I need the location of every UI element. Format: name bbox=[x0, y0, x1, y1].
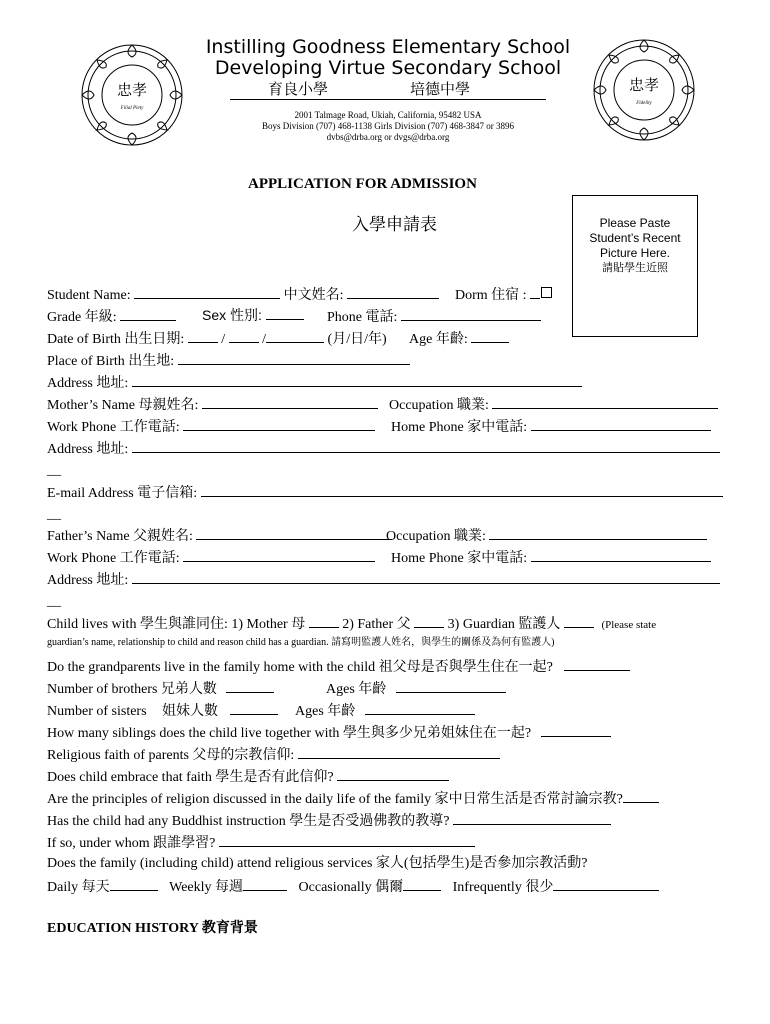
sisters-field[interactable] bbox=[230, 702, 278, 715]
age-row bbox=[409, 330, 509, 348]
mother-home-phone-row bbox=[391, 418, 711, 436]
email-wrap: __ bbox=[47, 507, 61, 522]
place-of-birth-field[interactable] bbox=[178, 352, 410, 365]
principles-row bbox=[47, 790, 659, 808]
student-address-field[interactable] bbox=[132, 374, 582, 387]
siblings-field[interactable] bbox=[541, 724, 611, 737]
father-home-phone-label: Home Phone 家中電話: bbox=[391, 551, 528, 566]
frequency-row bbox=[47, 878, 659, 896]
school-name-line1: Instilling Goodness Elementary School bbox=[205, 36, 571, 58]
father-name-field[interactable] bbox=[196, 527, 392, 540]
mother-occupation-label: Occupation 職業: bbox=[389, 398, 489, 413]
mother-name-label: Mother’s Name 母親姓名: bbox=[47, 398, 199, 413]
grandparents-question: Do the grandparents live in the family home with the child 祖父母是否與學生住在一起? bbox=[47, 660, 553, 675]
phone-label: Phone 電話: bbox=[327, 310, 398, 325]
whom-field[interactable] bbox=[219, 834, 475, 847]
mother-home-phone-label: Home Phone 家中電話: bbox=[391, 420, 528, 435]
place-of-birth-label: Place of Birth 出生地: bbox=[47, 354, 175, 369]
mother-occupation-field[interactable] bbox=[492, 396, 718, 409]
form-title: APPLICATION FOR ADMISSION bbox=[248, 176, 477, 192]
seal-right-chars: 忠孝 bbox=[628, 76, 660, 94]
dorm-field[interactable] bbox=[530, 286, 540, 299]
infrequently-field[interactable] bbox=[553, 878, 659, 891]
occasionally-label: Occasionally 偶爾 bbox=[298, 880, 404, 895]
dob-format: (月/日/年) bbox=[327, 332, 387, 347]
photo-box-line3: Picture Here. bbox=[599, 246, 671, 260]
form-title-chinese: 入學申請表 bbox=[352, 215, 437, 235]
father-occupation-row bbox=[386, 527, 707, 545]
father-address-wrap: __ bbox=[47, 594, 61, 609]
principles-field[interactable] bbox=[623, 790, 659, 803]
school-emails: dvbs@drba.org or dvgs@drba.org bbox=[326, 132, 450, 142]
age-field[interactable] bbox=[471, 330, 509, 343]
siblings-row bbox=[47, 724, 611, 742]
principles-question: Are the principles of religion discussed in the daily life of the family 家中日常生活是否常討論宗教? bbox=[47, 792, 623, 807]
embrace-faith-field[interactable] bbox=[337, 768, 449, 781]
lives-with-mother-label: 1) Mother 母 bbox=[231, 617, 306, 632]
student-name-label: Student Name: bbox=[47, 288, 131, 303]
religious-faith-label: Religious faith of parents 父母的宗教信仰: bbox=[47, 748, 295, 763]
lives-with-label: Child lives with 學生與誰同住: bbox=[47, 617, 228, 632]
brothers-ages-row bbox=[326, 680, 506, 698]
lives-with-row bbox=[47, 615, 656, 633]
seal-left-chars: 忠孝 bbox=[116, 81, 148, 99]
brothers-ages-field[interactable] bbox=[396, 680, 506, 693]
dob-slash-1: / bbox=[221, 332, 226, 347]
dob-day-field[interactable] bbox=[229, 330, 259, 343]
services-question: Does the family (including child) attend religious services 家人(包括學生)是否參加宗教活動? bbox=[47, 856, 588, 871]
infrequently-label: Infrequently 很少 bbox=[452, 880, 554, 895]
phone-field[interactable] bbox=[401, 308, 541, 321]
services-row bbox=[47, 856, 587, 872]
religious-faith-field[interactable] bbox=[298, 746, 500, 759]
chinese-name-label: 中文姓名: bbox=[283, 288, 344, 303]
lives-with-note: (Please state bbox=[601, 619, 657, 631]
buddhist-row bbox=[47, 812, 611, 830]
mother-name-field[interactable] bbox=[202, 396, 378, 409]
religious-faith-row bbox=[47, 746, 500, 764]
svg-text:Fidelity: Fidelity bbox=[636, 101, 652, 106]
mother-occupation-row bbox=[389, 396, 718, 414]
weekly-label: Weekly 每週 bbox=[169, 880, 244, 895]
embrace-faith-question: Does child embrace that faith 學生是否有此信仰? bbox=[47, 770, 334, 785]
chinese-name-field[interactable] bbox=[347, 286, 439, 299]
lives-with-mother-field[interactable] bbox=[309, 615, 339, 628]
father-name-label: Father’s Name 父親姓名: bbox=[47, 529, 193, 544]
grade-field[interactable] bbox=[120, 308, 176, 321]
mother-home-phone-field[interactable] bbox=[531, 418, 711, 431]
daily-field[interactable] bbox=[110, 878, 158, 891]
sisters-label: Number of sisters bbox=[47, 704, 147, 719]
student-address-row bbox=[47, 374, 582, 392]
age-label: Age 年齡: bbox=[409, 332, 468, 347]
mother-name-row bbox=[47, 396, 378, 414]
sisters-ages-label: Ages 年齡 bbox=[295, 704, 356, 719]
brothers-label: Number of brothers 兄弟人數 bbox=[47, 682, 217, 697]
father-name-row bbox=[47, 527, 392, 545]
place-of-birth-row bbox=[47, 352, 410, 370]
mother-address-wrap: __ bbox=[47, 463, 61, 478]
father-home-phone-row bbox=[391, 549, 711, 567]
father-work-phone-label: Work Phone 工作電話: bbox=[47, 551, 180, 566]
photo-box[interactable] bbox=[572, 195, 698, 337]
photo-box-line2: Student’s Recent bbox=[589, 231, 681, 245]
mother-address-label: Address 地址: bbox=[47, 442, 129, 457]
school-phones: Boys Division (707) 468-1138 Girls Division (707) 468-3847 or 3896 bbox=[262, 121, 514, 131]
whom-row bbox=[47, 834, 475, 852]
phone-row bbox=[327, 308, 541, 326]
dob-month-field[interactable] bbox=[188, 330, 218, 343]
father-occupation-label: Occupation 職業: bbox=[386, 529, 486, 544]
father-occupation-field[interactable] bbox=[489, 527, 707, 540]
sisters-ages-row bbox=[295, 702, 475, 720]
mother-work-phone-label: Work Phone 工作電話: bbox=[47, 420, 180, 435]
header-divider bbox=[230, 99, 546, 100]
dob-row bbox=[47, 330, 387, 348]
sex-label: Sex 性別: bbox=[202, 307, 262, 323]
sisters-ages-field[interactable] bbox=[365, 702, 475, 715]
dorm-checkbox[interactable] bbox=[541, 287, 552, 298]
buddhist-field[interactable] bbox=[453, 812, 611, 825]
daily-label: Daily 每天 bbox=[47, 880, 110, 895]
whom-question: If so, under whom 跟誰學習? bbox=[47, 836, 216, 851]
dorm-label: Dorm 住宿 : bbox=[455, 288, 527, 303]
chinese-name-elementary: 育良小學 bbox=[268, 80, 329, 98]
embrace-faith-row bbox=[47, 768, 449, 786]
mother-address-row bbox=[47, 440, 720, 458]
mother-work-phone-field[interactable] bbox=[183, 418, 375, 431]
lives-with-guardian-label: 3) Guardian 監護人 bbox=[447, 617, 561, 632]
student-name-field[interactable] bbox=[134, 286, 280, 299]
sex-row bbox=[202, 307, 304, 323]
photo-box-line1: Please Paste bbox=[599, 216, 671, 230]
brothers-field[interactable] bbox=[226, 680, 274, 693]
lives-with-father-label: 2) Father 父 bbox=[342, 617, 411, 632]
mother-work-phone-row bbox=[47, 418, 375, 436]
email-row bbox=[47, 484, 723, 502]
father-address-row bbox=[47, 571, 720, 589]
father-work-phone-field[interactable] bbox=[183, 549, 375, 562]
guardian-note-line2: guardian’s name, relationship to child and reason child has a guardian. 請寫明監護人姓名，與學生的關係及為何有監護人) bbox=[47, 637, 555, 648]
sisters-label-chinese: 姐妹人數 bbox=[162, 704, 219, 719]
email-field[interactable] bbox=[201, 484, 723, 497]
occasionally-field[interactable] bbox=[403, 878, 441, 891]
mother-address-field[interactable] bbox=[132, 440, 720, 453]
dob-year-field[interactable] bbox=[266, 330, 324, 343]
sex-field[interactable] bbox=[266, 307, 304, 320]
buddhist-question: Has the child had any Buddhist instruction 學生是否受過佛教的教導? bbox=[47, 814, 450, 829]
grandparents-field[interactable] bbox=[564, 658, 630, 671]
brothers-row bbox=[47, 680, 274, 698]
grade-label: Grade 年級: bbox=[47, 310, 117, 325]
student-address-label: Address 地址: bbox=[47, 376, 129, 391]
weekly-field[interactable] bbox=[243, 878, 287, 891]
siblings-question: How many siblings does the child live together with 學生與多少兄弟姐妹住在一起? bbox=[47, 726, 532, 741]
school-address: 2001 Talmage Road, Ukiah, California, 95482 USA bbox=[294, 110, 482, 120]
father-address-field[interactable] bbox=[132, 571, 720, 584]
dob-slash-2: / bbox=[262, 332, 267, 347]
photo-box-line4: 請貼學生近照 bbox=[602, 262, 668, 274]
school-name-line2: Developing Virtue Secondary School bbox=[214, 57, 562, 79]
father-work-phone-row bbox=[47, 549, 375, 567]
brothers-ages-label: Ages 年齡 bbox=[326, 682, 387, 697]
education-history-heading: EDUCATION HISTORY 教育背景 bbox=[47, 921, 258, 936]
father-home-phone-field[interactable] bbox=[531, 549, 711, 562]
lives-with-guardian-field[interactable] bbox=[564, 615, 594, 628]
svg-text:Filial Piety: Filial Piety bbox=[120, 106, 144, 111]
chinese-name-secondary: 培德中學 bbox=[410, 80, 471, 98]
dob-label: Date of Birth 出生日期: bbox=[47, 332, 185, 347]
grade-row bbox=[47, 308, 176, 326]
sisters-row bbox=[47, 702, 278, 720]
student-name-row bbox=[47, 286, 439, 304]
lives-with-father-field[interactable] bbox=[414, 615, 444, 628]
grandparents-row bbox=[47, 658, 630, 676]
father-address-label: Address 地址: bbox=[47, 573, 129, 588]
email-label: E-mail Address 電子信箱: bbox=[47, 486, 198, 501]
dorm-row bbox=[455, 286, 552, 304]
